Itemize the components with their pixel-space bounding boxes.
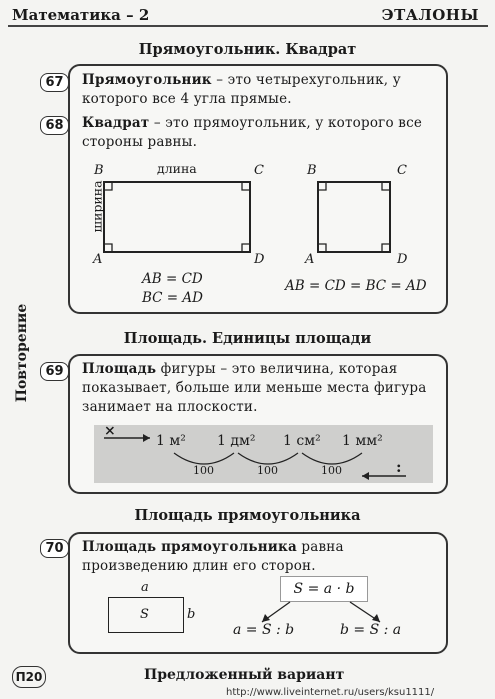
book-title: Математика – 2 <box>12 6 150 24</box>
square-shape <box>318 182 390 252</box>
watermark-url[interactable]: http://www.liveinternet.ru/users/ksu1111/ <box>226 687 435 698</box>
definition-area-text: фигуры – это величина, которая показывает, больше или меньше места фигура занимает на плоскости. <box>82 361 427 415</box>
factor-2: 100 <box>257 464 278 477</box>
item-number-67: 67 <box>40 73 69 92</box>
formula-a: a = S : b <box>233 622 295 638</box>
rectangle-shape <box>104 182 250 252</box>
multiply-arrowhead <box>143 434 150 442</box>
definition-rect-area <box>82 538 436 576</box>
right-angle-marks <box>104 182 250 252</box>
item-number-68: 68 <box>40 116 69 135</box>
area-s-label: S <box>140 607 149 622</box>
brace-2 <box>238 453 298 464</box>
divide-arrowhead <box>362 472 369 480</box>
multiply-sign: × <box>104 423 116 439</box>
footer-title: Предложенный вариант <box>144 667 345 683</box>
rect-vertex-b: B <box>94 163 104 178</box>
divide-sign: : <box>396 458 402 476</box>
definition-square <box>82 114 432 152</box>
rect-vertex-d: D <box>254 252 265 267</box>
term-rect-area: Площадь прямоугольника <box>82 539 297 555</box>
side-label: Повторение <box>14 303 30 403</box>
definition-area <box>82 360 434 417</box>
side-b-label: b <box>187 607 196 622</box>
rect-vertex-a: A <box>93 252 103 267</box>
unit-sq-mm: 1 мм² <box>342 433 383 449</box>
term-square: Квадрат <box>82 115 150 131</box>
brace-3 <box>302 453 362 464</box>
definition-square-text: – это прямоугольник, у которого все стороны равны. <box>82 115 423 150</box>
formula-b: b = S : a <box>340 622 402 638</box>
definition-rectangle-text: – это четырехугольник, у которого все 4 угла прямые. <box>82 72 401 107</box>
rect-vertex-c: C <box>254 163 264 178</box>
factor-3: 100 <box>321 464 342 477</box>
length-label: длина <box>157 161 197 176</box>
definition-rectangle <box>82 71 432 109</box>
item-number-69: 69 <box>40 362 69 381</box>
brace-1 <box>174 453 234 464</box>
rect-equality-1: AB = CD <box>142 271 203 287</box>
section-name: ЭТАЛОНЫ <box>381 6 479 24</box>
unit-sq-cm: 1 см² <box>283 433 321 449</box>
square-angle-marks <box>318 182 390 252</box>
section-title-area-units: Площадь. Единицы площади <box>123 330 372 347</box>
square-vertex-c: C <box>397 163 407 178</box>
header-rule <box>8 25 488 27</box>
rect-equality-2: BC = AD <box>142 290 203 306</box>
section-title-rect-area: Площадь прямоугольника <box>134 507 361 524</box>
rectangle-figure <box>104 182 250 252</box>
item-number-70: 70 <box>40 539 69 558</box>
square-vertex-b: B <box>307 163 317 178</box>
square-vertex-a: A <box>305 252 315 267</box>
width-label: ширина <box>89 180 105 233</box>
square-equality: AB = CD = BC = AD <box>285 278 427 294</box>
square-vertex-d: D <box>397 252 408 267</box>
definition-rect-area-text: равна произведению длин его сторон. <box>82 539 344 574</box>
term-area: Площадь <box>82 361 157 377</box>
square-figure <box>318 182 390 252</box>
page-number: П20 <box>12 666 46 688</box>
section-title-rect-square: Прямоугольник. Квадрат <box>138 41 357 58</box>
unit-sq-m: 1 м² <box>156 433 186 449</box>
arrowhead-left <box>262 614 270 622</box>
term-rectangle: Прямоугольник <box>82 72 212 88</box>
unit-sq-dm: 1 дм² <box>217 433 256 449</box>
side-a-label: a <box>141 580 149 595</box>
factor-1: 100 <box>193 464 214 477</box>
area-formula: S = a · b <box>280 576 368 602</box>
